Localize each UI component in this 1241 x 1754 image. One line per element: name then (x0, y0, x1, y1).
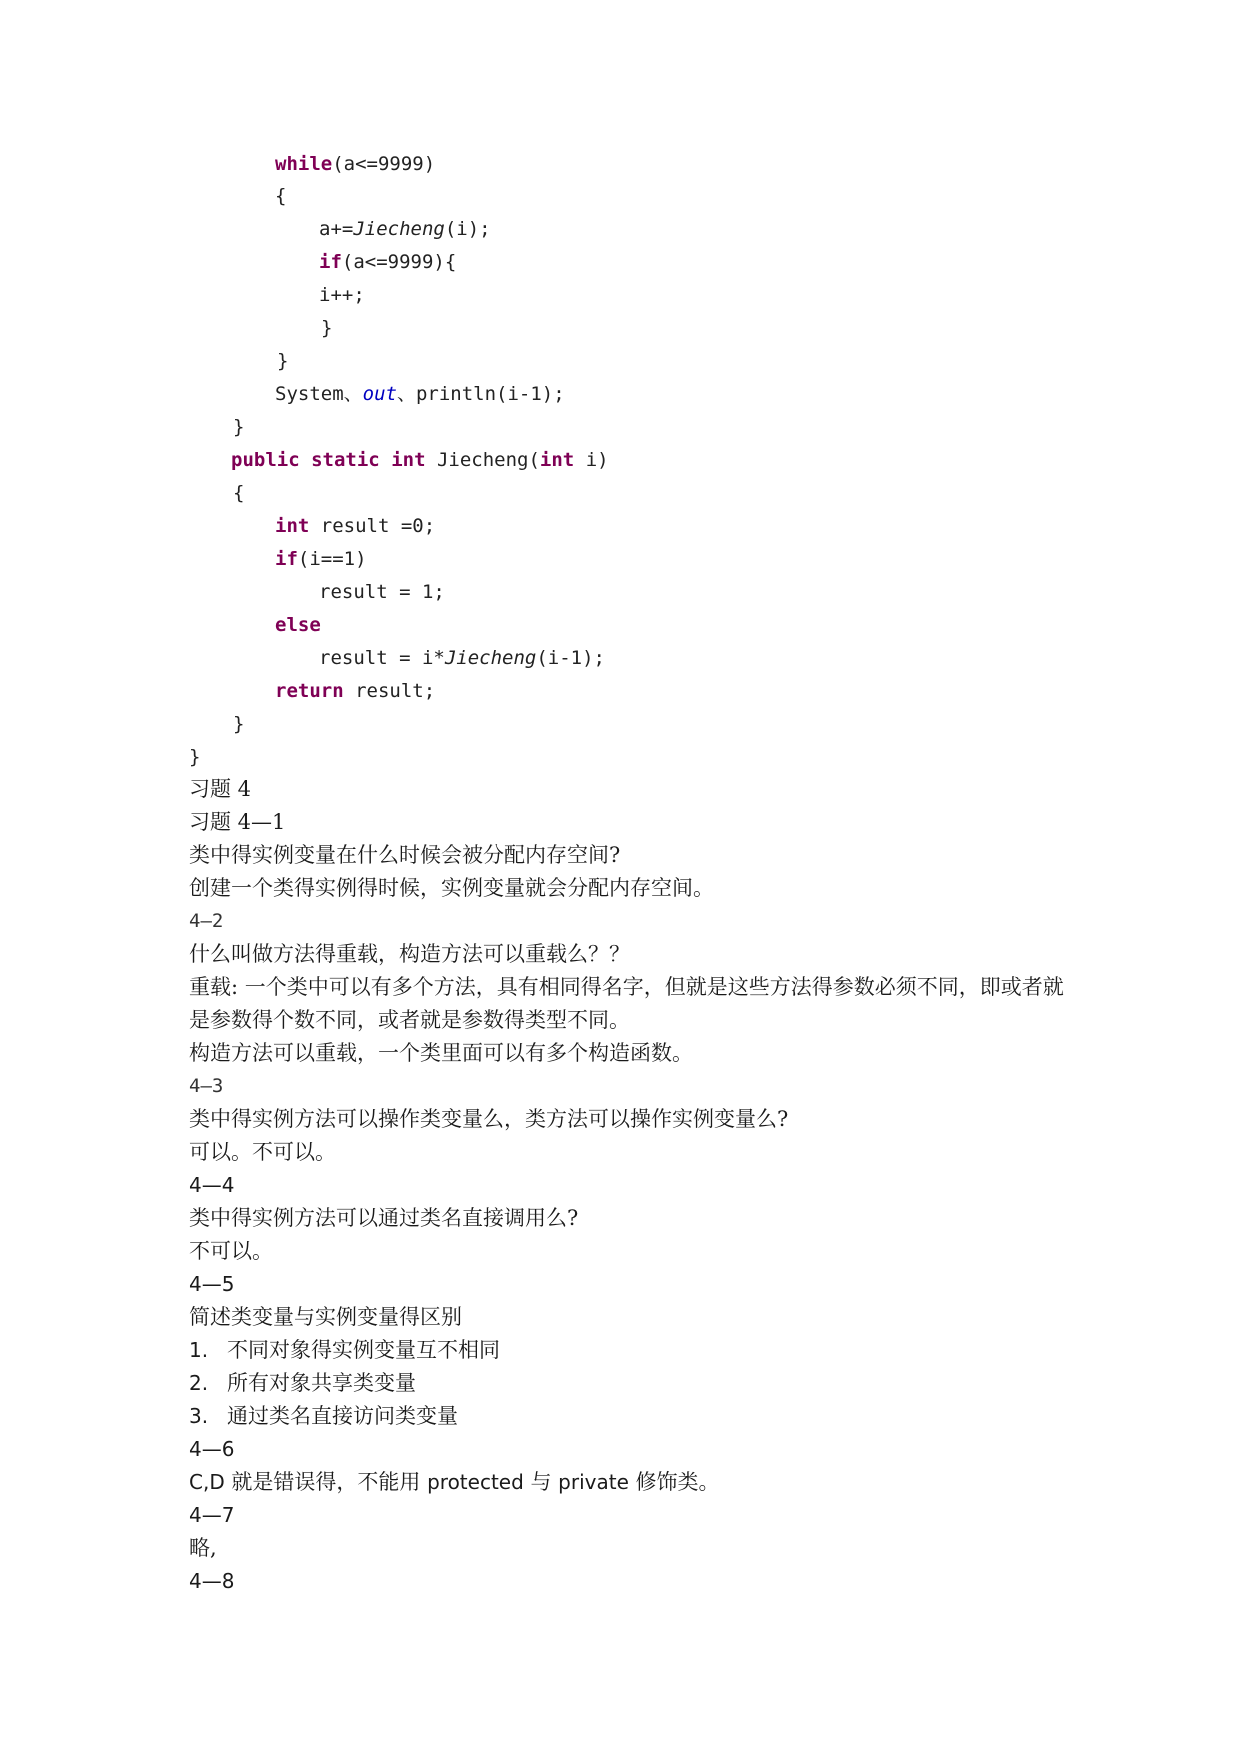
code-line (275, 543, 367, 576)
list-number: 2. (189, 1371, 209, 1395)
answer-text: 略, (189, 1536, 217, 1560)
answer-text-part: 修饰类。 (628, 1470, 720, 1494)
modifier-keyword: private (558, 1470, 629, 1494)
keyword: if (275, 548, 298, 570)
exercise-number: 4—3 (189, 1075, 224, 1097)
exercise-number: 4—5 (189, 1272, 235, 1296)
code-text: (a<=9999){ (341, 251, 457, 273)
list-item-text: 不同对象得实例变量互不相同 (227, 1338, 500, 1362)
code-line (275, 609, 321, 642)
question-text: 类中得实例变量在什么时候会被分配内存空间? (189, 843, 621, 867)
code-text: i) (585, 449, 609, 471)
answer-text (189, 1466, 720, 1499)
keyword: if (319, 251, 342, 273)
code-line: } (321, 317, 333, 339)
method-name: Jiecheng (353, 218, 445, 240)
keyword: while (275, 153, 333, 175)
code-text: Jiecheng( (436, 449, 540, 471)
code-text: a+= (319, 218, 354, 240)
list-item-text: 通过类名直接访问类变量 (227, 1404, 458, 1428)
answer-text: 是参数得个数不同，或者就是参数得类型不同。 (189, 1008, 630, 1032)
exercise-number: 4—6 (189, 1437, 235, 1461)
exercise-number: 4—4 (189, 1173, 235, 1197)
list-number: 3. (189, 1404, 209, 1428)
code-line: { (275, 185, 287, 207)
code-line (319, 213, 491, 246)
question-text: 简述类变量与实例变量得区别 (189, 1305, 462, 1329)
list-item-text: 所有对象共享类变量 (227, 1371, 416, 1395)
code-line: } (233, 416, 245, 438)
field-name: out (362, 383, 397, 405)
exercise-number: 4—7 (189, 1503, 235, 1527)
code-line (319, 642, 605, 675)
question-text: 类中得实例方法可以操作类变量么，类方法可以操作实例变量么? (189, 1107, 789, 1131)
answer-text: 可以。不可以。 (189, 1140, 336, 1164)
code-text: result = i* (319, 647, 445, 669)
keyword: else (275, 614, 321, 636)
code-line: i++; (319, 284, 365, 306)
list-item (189, 1367, 416, 1400)
code-line: } (277, 350, 289, 372)
section-heading: 习题 4 (189, 777, 252, 801)
keyword: int (391, 449, 426, 471)
code-line: } (189, 746, 201, 768)
exercise-heading: 习题 4—1 (189, 810, 286, 834)
answer-text: 重载: 一个类中可以有多个方法，具有相同得名字，但就是这些方法得参数必须不同，即或者就 (189, 975, 1064, 999)
keyword: return (275, 680, 344, 702)
code-line (275, 675, 435, 708)
code-line (275, 378, 565, 411)
keyword: public (231, 449, 300, 471)
code-text: (i); (444, 218, 491, 240)
code-text: result =0; (320, 515, 436, 537)
answer-text: 不可以。 (189, 1239, 273, 1263)
question-text: 类中得实例方法可以通过类名直接调用么? (189, 1206, 579, 1230)
code-text: (a<=9999) (332, 153, 436, 175)
code-line: } (233, 713, 245, 735)
answer-options: C,D (189, 1470, 225, 1494)
list-number: 1. (189, 1338, 209, 1362)
answer-text: 创建一个类得实例得时候，实例变量就会分配内存空间。 (189, 876, 714, 900)
answer-text: 构造方法可以重载，一个类里面可以有多个构造函数。 (189, 1041, 693, 1065)
question-text: 什么叫做方法得重载，构造方法可以重载么？？ (189, 942, 630, 966)
code-line (319, 246, 456, 279)
answer-text-part: 就是错误得，不能用 (224, 1470, 428, 1494)
code-line: { (233, 482, 245, 504)
code-line: result = 1; (319, 581, 445, 603)
code-text: (i==1) (297, 548, 367, 570)
code-text: System、 (275, 383, 363, 405)
modifier-keyword: protected (427, 1470, 524, 1494)
code-text: result; (355, 680, 436, 702)
code-line (275, 510, 435, 543)
keyword: static (311, 449, 380, 471)
code-text: (i-1); (536, 647, 605, 669)
exercise-number: 4—8 (189, 1569, 235, 1593)
answer-text-part: 与 (523, 1470, 559, 1494)
keyword: int (539, 449, 575, 471)
exercise-number: 4—2 (189, 910, 224, 932)
code-text: 、println(i-1); (396, 383, 565, 405)
keyword: int (275, 515, 310, 537)
method-name: Jiecheng (444, 647, 537, 669)
code-line (231, 444, 609, 477)
list-item (189, 1334, 500, 1367)
list-item (189, 1400, 458, 1433)
code-line (275, 148, 435, 181)
